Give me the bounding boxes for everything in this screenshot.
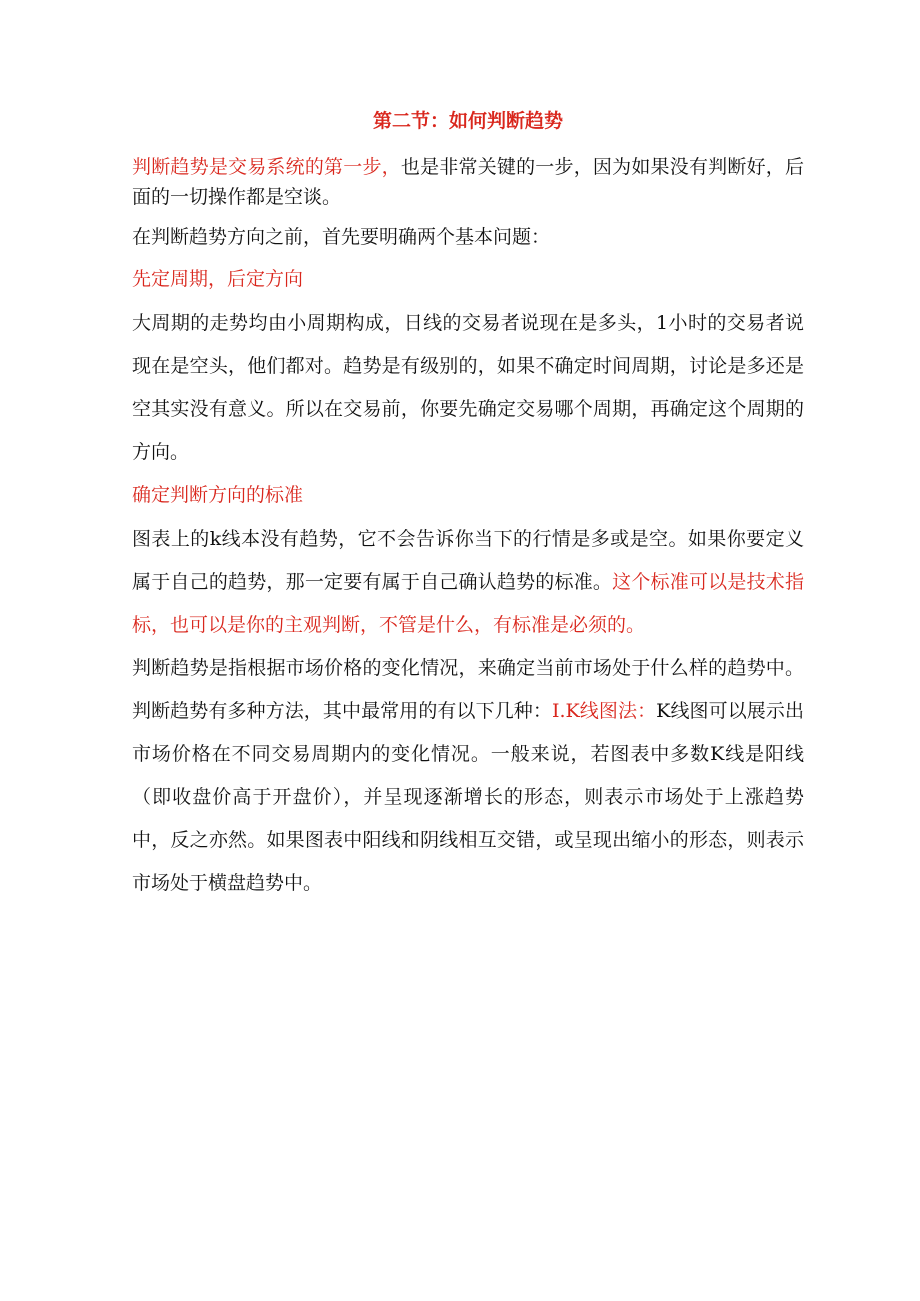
intro-paragraph [132,152,804,212]
standard-highlight: 这个标准可以是技术指标，也可以是你的主观判断，不管是什么，有标准是必须的。 [132,571,804,636]
intro-text: 也是非常关键的一步，因为如果没有判断好，后面的一切操作都是空谈。 [132,156,804,208]
methods-kline-text: K线图可以展示出市场价格在不同交易周期内的变化情况。一般来说，若图表中多数K线是阳线（即收盘价高于开盘价），并呈现逐渐增长的形态，则表示市场处于上涨趋势中，反之亦然。如果图表中阳线和阴线相互交错，或呈现出缩小的形态，则表示市场处于横盘趋势中。 [132,700,804,894]
lead-paragraph: 在判断趋势方向之前，首先要明确两个基本问题： [132,226,551,248]
section-body-period: 大周期的走势均由小周期构成，日线的交易者说现在是多头，1小时的交易者说现在是空头，他们都对。趋势是有级别的，如果不确定时间周期，讨论是多还是空其实没有意义。所以在交易前，你要先确定交易哪个周期，再确定这个周期的方向。 [132,312,804,463]
intro-highlight: 判断趋势是交易系统的第一步， [132,156,401,178]
page-title: 第二节：如何判断趋势 [372,110,563,132]
section-body-standard [132,518,804,647]
document-page [132,104,804,905]
section-body-methods [132,647,804,905]
section-heading-standard: 确定判断方向的标准 [132,484,304,506]
standard-text: 图表上的k线本没有趋势，它不会告诉你当下的行情是多或是空。如果你要定义属于自己的趋势，那一定要有属于自己确认趋势的标准。 [132,528,804,593]
method-label-kline: I.K线图法： [551,700,657,722]
section-heading-period: 先定周期，后定方向 [132,268,304,290]
methods-intro-text: 判断趋势是指根据市场价格的变化情况，来确定当前市场处于什么样的趋势中。判断趋势有多种方法，其中最常用的有以下几种： [132,657,804,722]
